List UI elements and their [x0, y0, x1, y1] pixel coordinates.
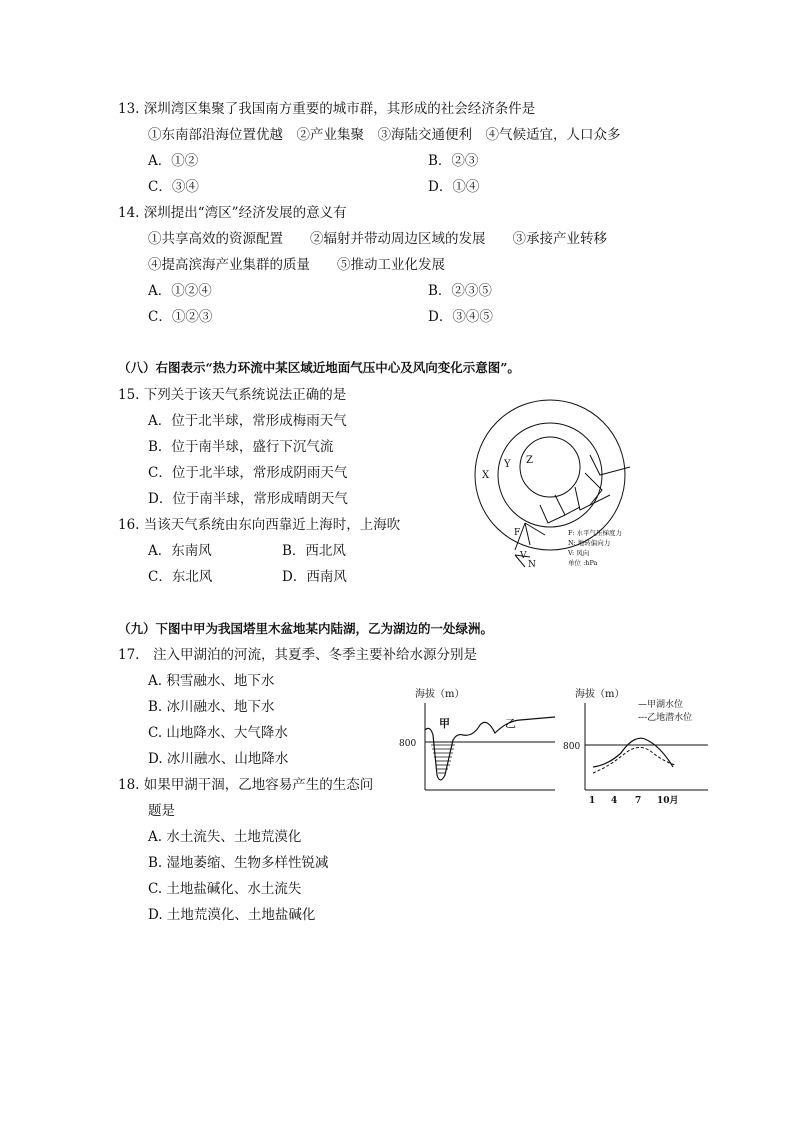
q18-option-c: C. 土地盐碱化、水土流失 — [148, 881, 302, 897]
label-n: N — [528, 560, 536, 570]
q13-stem: 13. 深圳湾区集聚了我国南方重要的城市群，其形成的社会经济条件是 — [118, 101, 536, 117]
profile-ylabel: 海拔（m） — [415, 689, 465, 700]
legend-v: V: 风向 — [568, 549, 590, 557]
section8-heading: （八）右图表示“热力环流中某区域近地面气压中心及风向变化示意图”。 — [118, 360, 520, 375]
q13-option-c: C．③④ — [148, 179, 199, 195]
q16-option-a: A．东南风 — [148, 543, 212, 559]
label-x: X — [482, 470, 490, 481]
label-f: F — [514, 528, 521, 538]
q14-items-line2: ④提高滨海产业集群的质量 ⑤推动工业化发展 — [148, 257, 445, 273]
q14-option-d: D．③④⑤ — [428, 309, 493, 325]
x-tick-4: 4 — [611, 796, 618, 806]
q13-option-d: D．①④ — [428, 179, 480, 195]
q15-option-b: B．位于南半球，盛行下沉气流 — [148, 439, 334, 455]
water-ylabel: 海拔（m） — [575, 689, 625, 700]
q13-option-b: B．②③ — [428, 153, 479, 169]
q17-option-b: B. 冰川融水、地下水 — [148, 699, 275, 715]
label-y: Y — [504, 459, 511, 470]
lake-water-hatch — [431, 745, 455, 773]
lake-level-line — [593, 738, 673, 767]
section9-heading: （九）下图中甲为我国塔里木盆地某内陆湖，乙为湖边的一处绿洲。 — [118, 621, 494, 636]
legend-ground: ---乙地潜水位 — [638, 713, 693, 723]
label-v: V — [520, 551, 527, 561]
x-tick-10: 10月 — [657, 796, 679, 806]
groundwater-level-line — [593, 747, 675, 773]
q16-option-b: B．西北风 — [282, 543, 346, 559]
legend-f: F: 水平气压梯度力 — [568, 529, 623, 537]
legend-n: N: 地转偏向力 — [568, 539, 611, 547]
q18-stem-line1: 18. 如果甲湖干涸，乙地容易产生的生态问 — [118, 777, 374, 793]
q14-stem: 14. 深圳提出“湾区”经济发展的意义有 — [118, 205, 347, 221]
q17-option-d: D. 冰川融水、山地降水 — [148, 751, 289, 767]
q14-option-c: C．①②③ — [148, 309, 213, 325]
profile-tick-800: 800 — [399, 739, 417, 749]
q16-option-d: D．西南风 — [282, 569, 347, 585]
q18-option-b: B. 湿地萎缩、生物多样性锐减 — [148, 855, 329, 871]
water-level-chart — [563, 685, 723, 810]
lake-profile-diagram — [395, 685, 560, 795]
x-tick-1: 1 — [589, 796, 596, 806]
q18-option-d: D. 土地荒漠化、土地盐碱化 — [148, 907, 316, 923]
q15-stem: 15. 下列关于该天气系统说法正确的是 — [118, 387, 347, 403]
inner-isobar — [520, 437, 580, 497]
q14-items-line1: ①共享高效的资源配置 ②辐射并带动周边区域的发展 ③承接产业转移 — [148, 231, 607, 247]
label-z: Z — [526, 455, 533, 466]
q15-option-d: D．位于南半球，常形成晴朗天气 — [148, 491, 348, 507]
q17-stem: 17. 注入甲湖泊的河流，其夏季、冬季主要补给水源分别是 — [118, 647, 477, 663]
q15-option-c: C．位于北半球，常形成阴雨天气 — [148, 465, 348, 481]
legend-lake: —甲湖水位 — [638, 700, 684, 710]
q16-stem: 16. 当该天气系统由东向西靠近上海时，上海吹 — [118, 517, 401, 533]
q15-option-a: A．位于北半球，常形成梅雨天气 — [148, 413, 347, 429]
label-yi: 乙 — [505, 717, 516, 730]
x-tick-7: 7 — [635, 796, 642, 806]
q18-option-a: A. 水土流失、土地荒漠化 — [148, 829, 302, 845]
legend-unit: 单位 :hPa — [568, 559, 598, 567]
label-jia: 甲 — [439, 717, 450, 730]
q14-option-b: B．②③⑤ — [428, 283, 492, 299]
q16-option-c: C．东北风 — [148, 569, 213, 585]
pressure-center-diagram — [470, 395, 680, 575]
q17-option-a: A. 积雪融水、地下水 — [148, 673, 275, 689]
q13-option-a: A．①② — [148, 153, 199, 169]
water-tick-800: 800 — [563, 742, 581, 752]
q14-option-a: A．①②④ — [148, 283, 212, 299]
q13-items: ①东南部沿海位置优越 ②产业集聚 ③海陆交通便利 ④气候适宜，人口众多 — [148, 127, 621, 143]
q17-option-c: C. 山地降水、大气降水 — [148, 725, 288, 741]
q18-stem-line2: 题是 — [148, 803, 175, 819]
